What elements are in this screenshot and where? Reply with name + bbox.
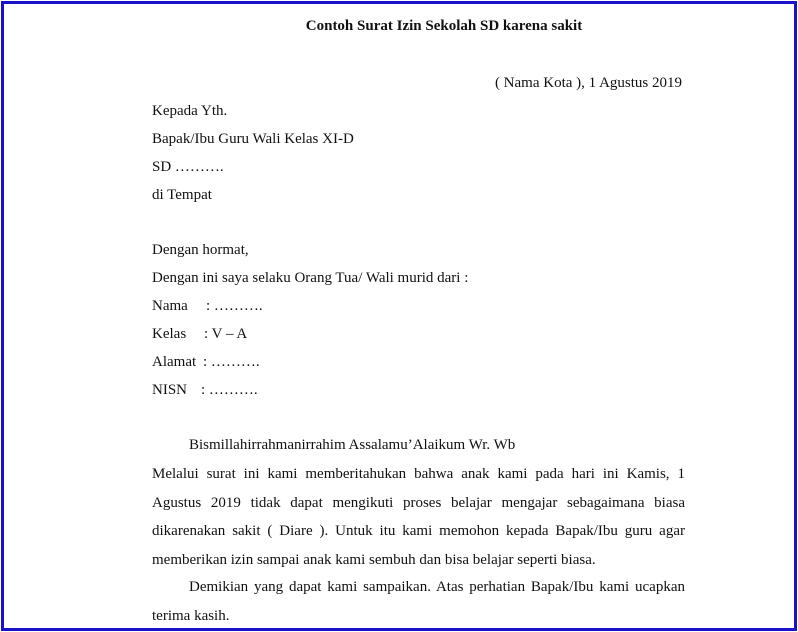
field-alamat xyxy=(152,354,260,371)
closing-paragraph: Demikian yang dapat kami sampaikan. Atas perhatian Bapak/Ibu kami ucapkan terima kasih. xyxy=(152,579,685,624)
field-value: : ………. xyxy=(201,382,258,398)
field-label: NISN xyxy=(152,382,188,398)
recipient-line-2: Bapak/Ibu Guru Wali Kelas XI-D xyxy=(152,131,354,147)
recipient-line-1: Kepada Yth. xyxy=(152,103,228,119)
salam-line: Bismillahirrahmanirrahim Assalamu’Alaikum Wr. Wb xyxy=(189,437,516,453)
field-value: : V – A xyxy=(204,326,248,342)
field-nama xyxy=(152,298,263,315)
greeting: Dengan hormat, xyxy=(152,242,249,258)
field-value: : ………. xyxy=(206,298,263,314)
document-title: Contoh Surat Izin Sekolah SD karena sakit xyxy=(305,18,583,34)
date-line: ( Nama Kota ), 1 Agustus 2019 xyxy=(494,75,682,91)
field-kelas xyxy=(152,326,247,343)
field-label: Alamat xyxy=(152,354,197,370)
field-label: Kelas xyxy=(152,326,187,342)
field-nisn xyxy=(152,382,258,399)
field-value: : ………. xyxy=(203,354,260,370)
recipient-line-4: di Tempat xyxy=(152,187,212,203)
recipient-line-3: SD ………. xyxy=(152,159,224,175)
intro-line: Dengan ini saya selaku Orang Tua/ Wali murid dari : xyxy=(152,270,469,286)
body-paragraph: Melalui surat ini kami memberitahukan bahwa anak kami pada hari ini Kamis, 1 Agustus 2019 tidak dapat mengikuti proses belajar mengajar sebagaimana biasa dikarenakan sakit ( Diare ). Untuk itu kami memohon kepada Bapak/Ibu guru agar memberikan izin sampai anak kami sembuh dan bisa belajar seperti biasa. xyxy=(152,466,685,568)
field-label: Nama xyxy=(152,298,188,314)
